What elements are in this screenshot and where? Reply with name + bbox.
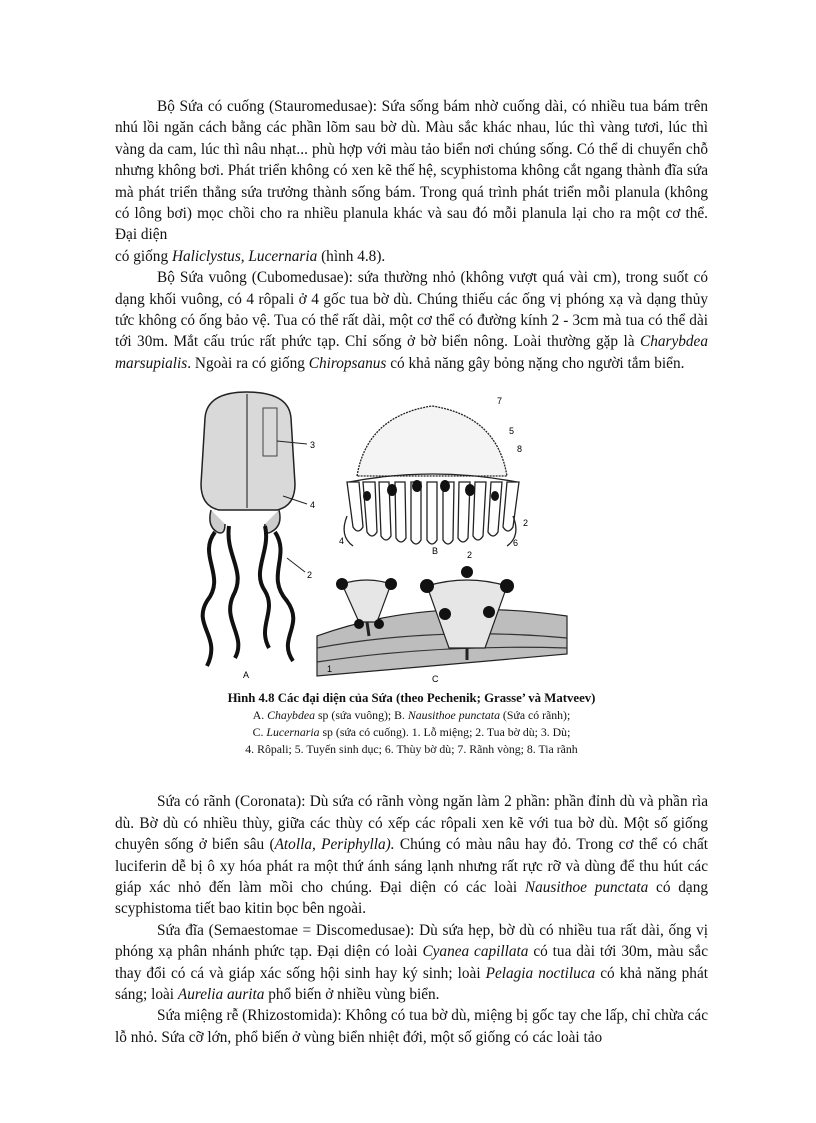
term-stauromedusae: Bộ Sứa có cuống (Stauromedusae) — [157, 98, 373, 115]
caption-line-3: 4. Rôpali; 5. Tuyến sinh dục; 6. Thùy bờ dù; 7. Rãnh vòng; 8. Tia rãnh — [245, 742, 578, 757]
label-a-4: 4 — [310, 500, 316, 511]
label-b-8: 8 — [517, 444, 523, 455]
figure-4-8 — [115, 386, 708, 771]
label-b: B — [432, 546, 439, 557]
species-name: Aurelia aurita — [177, 985, 265, 1003]
paragraph-rhizostomida: Sứa miệng rễ (Rhizostomida): Không có tua bờ dù, miệng bị gốc tay che lấp, chỉ chừa các lỗ nhỏ. Sứa cỡ lớn, phổ biến ở vùng biển nhiệt đới, một số giống có các loài tảo — [115, 1007, 708, 1046]
genus-names: Haliclystus, Lucernaria — [171, 247, 318, 265]
caption-title: Hình 4.8 Các đại diện của Sứa (theo Pechenik; Grasse’ và Matveev) — [227, 691, 596, 706]
label-b-2: 2 — [523, 518, 529, 529]
label-a-2: 2 — [307, 570, 313, 581]
paragraph-coronata: Sứa có rãnh (Coronata): Dù sứa có rãnh vòng ngăn làm 2 phần: phần đỉnh dù và phần rìa dù. Bờ dù có nhiều thùy, giữa các thùy có xếp các rôpali xen kẽ với tua bờ dù. Một số giống chuyên sống ở biển sâu (Atolla, Periphylla). Chúng có màu nâu hay đỏ. Trong cơ thể có chất luciferin dễ bị ô xy hóa phát ra một thứ ánh sáng lạnh nhưng rất rực rỡ và dùng để thu hút các giáp xác nhỏ đến làm mồi cho chúng. Đại diện có các loài Nausithoe punctata có dạng scyphistoma tiết bao kitin bọc bên ngoài. — [115, 793, 709, 918]
label-b-6: 6 — [513, 538, 519, 549]
species-name: Nausithoe punctata — [524, 878, 649, 896]
label-b-7: 7 — [497, 396, 503, 407]
genus-names: Atolla, Periphylla). — [274, 836, 395, 854]
caption-line-1: A. Chaybdea sp (sứa vuông); B. Nausithoe punctata (Sứa có rãnh); — [252, 708, 571, 723]
figure-caption — [115, 690, 708, 758]
genus-name: Chiropsanus — [308, 354, 387, 372]
species-name: Charybdea marsupialis — [115, 333, 708, 372]
label-c-2: 2 — [467, 550, 473, 561]
label-c: C — [432, 674, 439, 685]
paragraph-representatives: có giống Haliclystus, Lucernaria (hình 4.8). — [115, 247, 386, 265]
paragraph-stauromedusae: Bộ Sứa có cuống (Stauromedusae): Sứa sống bám nhờ cuống dài, có nhiều tua bám trên nhú lồi ngăn cách bằng các phần lõm sau bờ dù. Màu sắc khác nhau, lúc thì vàng tươi, lúc thì vàng da cam, lúc thì nâu nhạt... phù hợp với màu tảo biển nơi chúng sống. Có thể di chuyển chỗ nhưng không bơi. Phát triển không có xen kẽ thế hệ, scyphistoma không cắt ngang thành đĩa sứa mà phát triển thẳng sứa trưởng thành sống bám. Trong quá trình phát triển mỗi planula (không có lông bơi) mọc chồi cho ra nhiều planula khác và sau đó mỗi planula lại cho ra một cơ thể. Đại diện — [115, 98, 709, 244]
species-name: Cyanea capillata — [422, 943, 529, 961]
label-b-4: 4 — [339, 536, 345, 547]
label-b-5: 5 — [509, 426, 515, 437]
label-a-3: 3 — [310, 440, 316, 451]
paragraph-cubomedusae: Bộ Sứa vuông (Cubomedusae): sứa thường nhỏ (không vượt quá vài cm), trong suốt có dạng khối vuông, có 4 rôpali ở 4 gốc tua bờ dù. Chúng thiếu các ống vị phóng xạ và dạng thủy tức không có ống bảo vệ. Tua có thể rất dài, một cơ thể có đường kính 2 - 3cm mà tua có thể dài tới 30m. Mắt cấu trúc rất phức tạp. Chỉ sống ở bờ biển nông. Loài thường gặp là Charybdea marsupialis. Ngoài ra có giống Chiropsanus có khả năng gây bỏng nặng cho người tắm biển. — [115, 269, 708, 372]
label-c-1: 1 — [327, 664, 333, 675]
page-content — [115, 96, 708, 1048]
jellyfish-illustration — [167, 386, 627, 686]
paragraph-semaestomae: Sứa đĩa (Semaestomae = Discomedusae): Dù sứa hẹp, bờ dù có nhiều tua rất dài, ống vị phóng xạ phân nhánh phức tạp. Đại diện có loài Cyanea capillata có tua dài tới 30m, màu sắc thay đổi có cá và giáp xác sống hội sinh hay ký sinh; loài Pelagia noctiluca có khả năng phát sáng; loài Aurelia aurita phổ biến ở nhiều vùng biển. — [115, 921, 709, 1003]
species-name: Pelagia noctiluca — [485, 964, 596, 982]
label-a: A — [243, 670, 250, 681]
caption-line-2: C. Lucernaria sp (sứa có cuống). 1. Lỗ miệng; 2. Tua bờ dù; 3. Dù; — [252, 725, 571, 740]
